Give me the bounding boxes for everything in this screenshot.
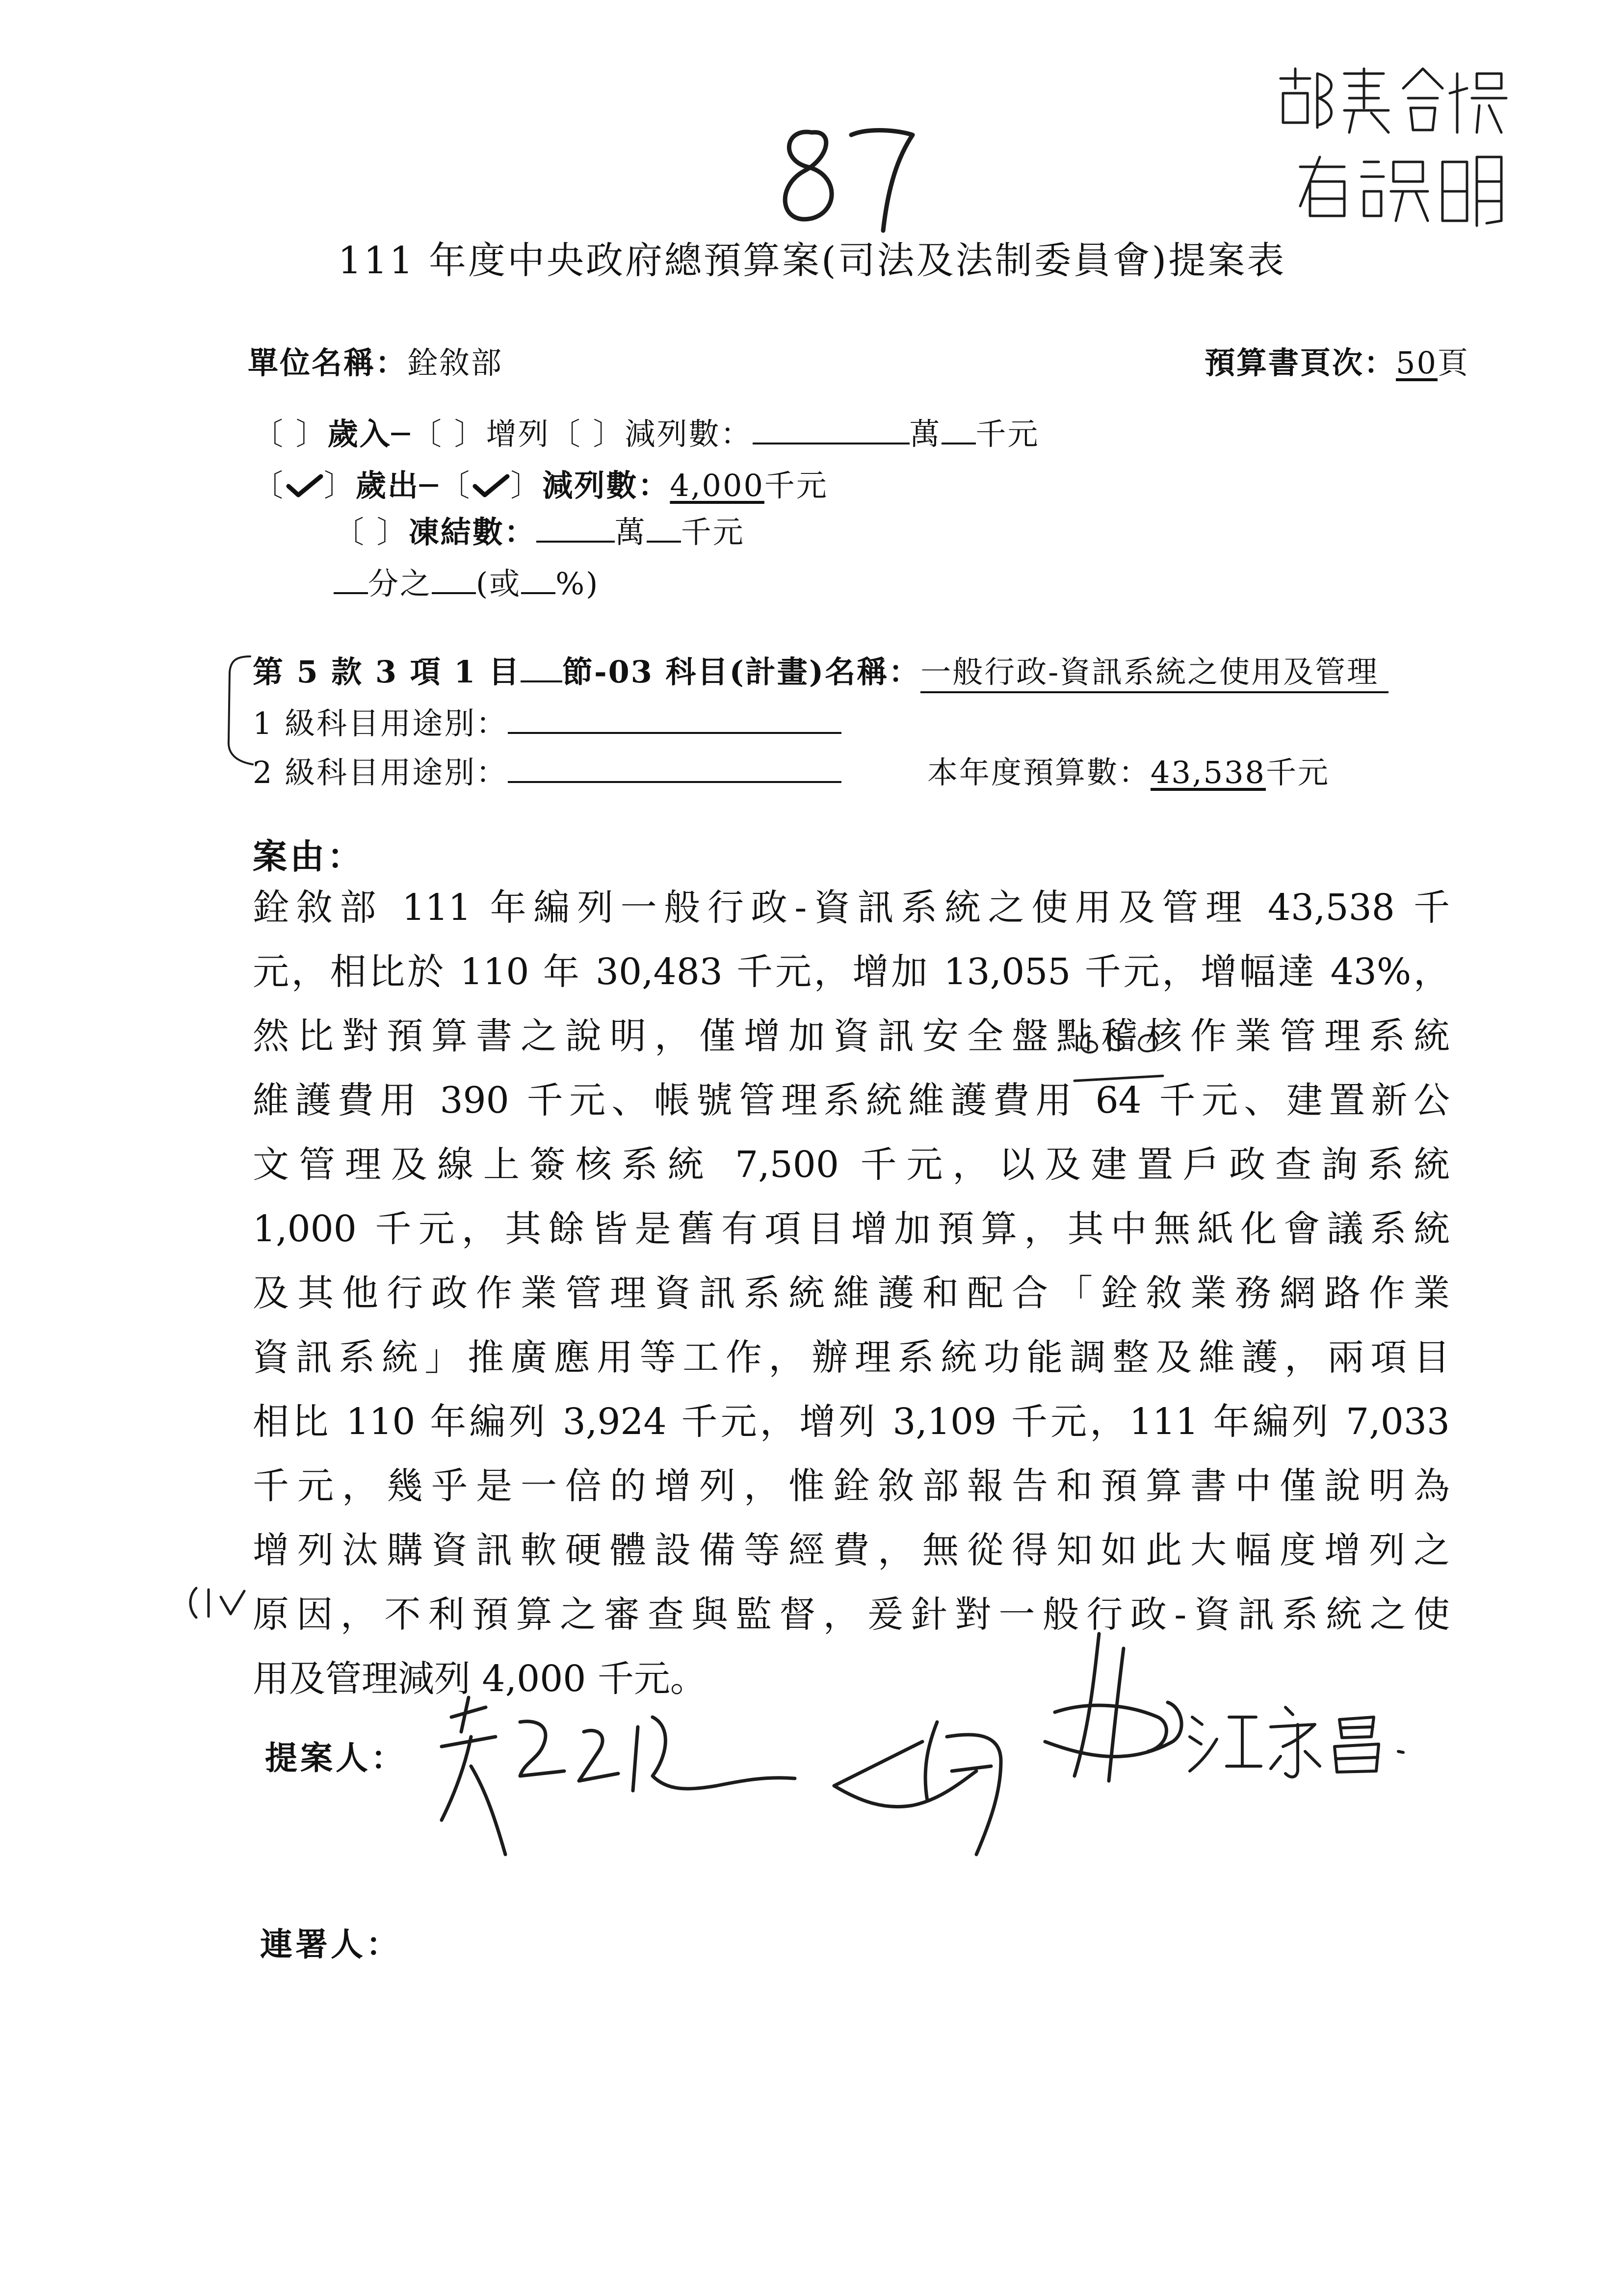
- freeze-checkbox[interactable]: 〔 〕: [334, 514, 409, 550]
- fraction-label: 分之: [368, 566, 432, 601]
- handwritten-corner-note: [1271, 59, 1516, 255]
- freeze-qian-unit: 千元: [681, 514, 745, 550]
- expenditure-decrease-checkbox[interactable]: 〔 〕: [439, 468, 543, 503]
- check-icon: [471, 473, 510, 498]
- level2-usage-label: 2 級科目用途別：: [253, 755, 508, 790]
- expenditure-decrease-label: 減列數：: [542, 468, 670, 503]
- budget-amount-label: 本年度預算數：: [927, 755, 1151, 790]
- cosigner-label: 連署人：: [260, 1925, 401, 1963]
- revenue-increase-label: 增列: [486, 416, 550, 452]
- freeze-wan-blank[interactable]: [536, 518, 615, 543]
- case-reason-body: [253, 881, 1450, 1716]
- page-value: 50: [1396, 345, 1438, 381]
- proposer-label: 提案人：: [265, 1739, 406, 1777]
- case-reason-line: 文管理及線上簽核系統 7,500 千元，以及建置戶政查詢系統: [253, 1144, 1450, 1186]
- expenditure-checkbox[interactable]: 〔 〕: [253, 468, 356, 503]
- expenditure-option-row: [253, 461, 828, 505]
- check-icon: [285, 473, 324, 498]
- revenue-increase-checkbox[interactable]: 〔 〕: [411, 416, 486, 452]
- budget-amount-value: 43,538: [1151, 755, 1266, 790]
- fraction-denominator-blank[interactable]: [432, 570, 476, 594]
- expenditure-label: 歲出─: [356, 468, 440, 503]
- case-reason-line: 資訊系統」推廣應用等工作，辦理系統功能調整及維護，兩項目: [253, 1336, 1450, 1379]
- freeze-label: 凍結數：: [408, 514, 536, 550]
- fraction-percent-label: %): [555, 566, 600, 601]
- fraction-row: [334, 559, 599, 603]
- page-title: 111 年度中央政府總預算案(司法及法制委員會)提案表: [338, 238, 1286, 282]
- item-jie-blank[interactable]: [521, 658, 562, 682]
- fraction-or-label: (或: [476, 566, 522, 601]
- item-level1-row: [253, 699, 841, 743]
- signature-1: [422, 1678, 814, 1884]
- revenue-wan-blank[interactable]: [753, 420, 910, 444]
- revenue-label: 歲入─: [327, 416, 412, 452]
- unit-value: 銓敘部: [407, 345, 503, 381]
- item-code-label: 第 5 款 3 項 1 目: [253, 654, 521, 690]
- case-reason-label: 案由：: [253, 836, 365, 877]
- case-reason-line: 增列汰購資訊軟硬體設備等經費，無從得知如此大幅度增列之: [253, 1529, 1450, 1571]
- unit-field: [248, 339, 503, 382]
- case-reason-line: 原因，不利預算之審查與監督，爰針對一般行政-資訊系統之使: [253, 1593, 1450, 1636]
- case-reason-line: 千元，幾乎是一倍的增列，惟銓敘部報告和預算書中僅說明為: [253, 1465, 1450, 1507]
- item-subject-name: 一般行政-資訊系統之使用及管理: [920, 648, 1388, 693]
- case-reason-line: 相比 110 年編列 3,924 千元，增列 3,109 千元，111 年編列 7,033: [253, 1401, 1450, 1443]
- budget-amount-field: [927, 748, 1330, 792]
- handwritten-amount-correction: [1070, 1018, 1187, 1101]
- expenditure-decrease-unit: 千元: [764, 468, 828, 503]
- signature-2: [814, 1688, 1040, 1874]
- revenue-checkbox[interactable]: 〔 〕: [253, 416, 328, 452]
- level1-usage-label: 1 級科目用途別：: [253, 705, 508, 741]
- revenue-wan-unit: 萬: [909, 416, 942, 452]
- fraction-numerator-blank[interactable]: [334, 570, 368, 594]
- revenue-qian-blank[interactable]: [942, 420, 976, 444]
- item-level2-row: [253, 748, 841, 792]
- unit-label: 單位名稱：: [248, 345, 408, 381]
- item-name-row: [253, 648, 1388, 693]
- case-reason-line: 維護費用 390 千元、帳號管理系統維護費用 64 千元、建置新公: [253, 1079, 1450, 1122]
- expenditure-decrease-amount: 4,000: [670, 468, 764, 503]
- page-suffix: 頁: [1437, 345, 1469, 381]
- page-label: 預算書頁次：: [1205, 345, 1396, 381]
- revenue-decrease-checkbox[interactable]: 〔 〕: [550, 416, 625, 452]
- signature-4: [1182, 1697, 1438, 1786]
- case-reason-line: 用及管理減列 4,000 千元。: [253, 1658, 707, 1700]
- freeze-qian-blank[interactable]: [647, 518, 681, 543]
- fraction-percent-blank[interactable]: [521, 570, 555, 594]
- budget-amount-unit: 千元: [1265, 755, 1330, 790]
- freeze-wan-unit: 萬: [614, 514, 647, 550]
- case-reason-line: 1,000 千元，其餘皆是舊有項目增加預算，其中無紙化會議系統: [253, 1208, 1450, 1250]
- case-reason-line: 元，相比於 110 年 30,483 千元，增加 13,055 千元，增幅達 43%，: [253, 951, 1450, 993]
- left-brace: [216, 652, 255, 770]
- item-subject-label: 節-03 科目(計畫)名稱：: [562, 654, 921, 690]
- case-reason-line: 銓敘部 111 年編列一般行政-資訊系統之使用及管理 43,538 千: [253, 887, 1450, 929]
- freeze-option-row: [334, 508, 745, 551]
- revenue-qian-unit: 千元: [975, 416, 1040, 452]
- case-reason-line: 然比對預算書之說明，僅增加資訊安全盤點稽核作業管理系統: [253, 1015, 1450, 1057]
- case-reason-line: 及其他行政作業管理資訊系統維護和配合「銓敘業務網路作業: [253, 1272, 1450, 1314]
- budget-page-field: [1205, 339, 1469, 382]
- handwritten-document-number: [765, 113, 927, 240]
- level2-usage-blank[interactable]: [508, 758, 841, 783]
- revenue-decrease-label: 減列數：: [625, 416, 753, 452]
- level1-usage-blank[interactable]: [508, 709, 841, 734]
- revenue-option-row: [253, 410, 1040, 453]
- handwritten-margin-mark: [182, 1582, 250, 1621]
